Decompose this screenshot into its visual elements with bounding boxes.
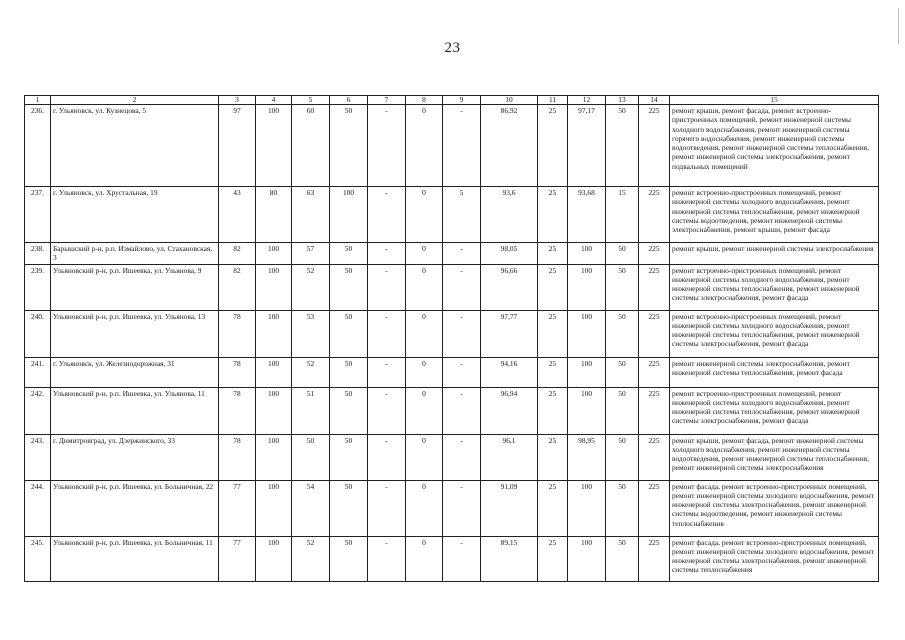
value-cell: 50 <box>330 434 368 480</box>
works-cell: ремонт фасада, ремонт встроенно-пристроенных помещений, ремонт инженерной системы холодного водоснабжения, ремонт инженерной системы электроснабжения, ремонт инженерной системы водоотведения, ремонт инженерной системы теплоснабжения <box>670 480 879 536</box>
value-cell: 15 <box>606 187 639 243</box>
value-cell: - <box>443 536 481 581</box>
value-cell: 97,77 <box>481 310 538 357</box>
value-cell: 25 <box>538 480 568 536</box>
works-cell: ремонт встроенно-пристроенных помещений, ремонт инженерной системы холодного водоснабжения, ремонт инженерной системы теплоснабжения, ремонт инженерной системы электроснабжения, ремонт фасада <box>670 264 879 310</box>
value-cell: 100 <box>568 387 606 434</box>
value-cell: 0 <box>406 434 443 480</box>
value-cell: 77 <box>219 536 256 581</box>
column-header: 5 <box>292 96 330 105</box>
value-cell: 25 <box>538 434 568 480</box>
value-cell: 100 <box>568 536 606 581</box>
value-cell: 50 <box>330 310 368 357</box>
value-cell: 0 <box>406 536 443 581</box>
value-cell: 53 <box>292 310 330 357</box>
value-cell: 100 <box>256 387 292 434</box>
column-header: 6 <box>330 96 368 105</box>
value-cell: 25 <box>538 310 568 357</box>
value-cell: 100 <box>256 357 292 387</box>
value-cell: 54 <box>292 480 330 536</box>
value-cell: 25 <box>538 357 568 387</box>
value-cell: 0 <box>406 387 443 434</box>
value-cell: - <box>443 243 481 265</box>
value-cell: 50 <box>330 357 368 387</box>
value-cell: 225 <box>639 310 670 357</box>
value-cell: 52 <box>292 264 330 310</box>
value-cell: 63 <box>292 187 330 243</box>
value-cell: 82 <box>219 243 256 265</box>
value-cell: 78 <box>219 357 256 387</box>
value-cell: 225 <box>639 187 670 243</box>
value-cell: - <box>368 310 406 357</box>
value-cell: 100 <box>568 243 606 265</box>
value-cell: 93,68 <box>568 187 606 243</box>
value-cell: 96,1 <box>481 434 538 480</box>
column-header: 3 <box>219 96 256 105</box>
value-cell: - <box>368 434 406 480</box>
row-number: 238. <box>25 243 51 265</box>
row-number: 236. <box>25 105 51 187</box>
page-number: 23 <box>444 40 461 56</box>
table-row <box>25 387 879 434</box>
value-cell: - <box>443 105 481 187</box>
column-header: 13 <box>606 96 639 105</box>
value-cell: 25 <box>538 105 568 187</box>
row-number: 243. <box>25 434 51 480</box>
value-cell: 100 <box>568 480 606 536</box>
value-cell: 100 <box>568 310 606 357</box>
row-number: 242. <box>25 387 51 434</box>
value-cell: 77 <box>219 480 256 536</box>
value-cell: 57 <box>292 243 330 265</box>
value-cell: 100 <box>568 357 606 387</box>
value-cell: - <box>368 187 406 243</box>
works-cell: ремонт встроенно-пристроенных помещений, ремонт инженерной системы холодного водоснабжения, ремонт инженерной системы теплоснабжения, ремонт инженерной системы электроснабжения, ремонт фасада <box>670 310 879 357</box>
value-cell: - <box>443 310 481 357</box>
column-header: 12 <box>568 96 606 105</box>
table-row <box>25 357 879 387</box>
column-header: 8 <box>406 96 443 105</box>
value-cell: 100 <box>256 264 292 310</box>
works-cell: ремонт инженерной системы электроснабжения, ремонт инженерной системы теплоснабжения, ремонт фасада <box>670 357 879 387</box>
value-cell: 50 <box>330 387 368 434</box>
row-number: 241. <box>25 357 51 387</box>
value-cell: - <box>368 105 406 187</box>
value-cell: - <box>443 264 481 310</box>
address-cell: г. Димитровград, ул. Дзержинского, 33 <box>51 434 219 480</box>
value-cell: - <box>368 357 406 387</box>
value-cell: 50 <box>330 105 368 187</box>
value-cell: 96,94 <box>481 387 538 434</box>
row-number: 239. <box>25 264 51 310</box>
column-header: 9 <box>443 96 481 105</box>
value-cell: 51 <box>292 387 330 434</box>
address-cell: г. Ульяновск, ул. Кузнецова, 5 <box>51 105 219 187</box>
row-number: 245. <box>25 536 51 581</box>
value-cell: 50 <box>606 105 639 187</box>
table-row <box>25 480 879 536</box>
value-cell: 91,09 <box>481 480 538 536</box>
column-header: 7 <box>368 96 406 105</box>
column-header: 15 <box>670 96 879 105</box>
value-cell: 0 <box>406 310 443 357</box>
address-cell: Ульяновский р-н, р.п. Ишеевка, ул. Ульянова, 13 <box>51 310 219 357</box>
works-cell: ремонт встроенно-пристроенных помещений, ремонт инженерной системы холодного водоснабжения, ремонт инженерной системы теплоснабжения, ремонт инженерной системы электроснабжения, ремонт фасада <box>670 387 879 434</box>
value-cell: 96,66 <box>481 264 538 310</box>
value-cell: 100 <box>256 310 292 357</box>
value-cell: 98,05 <box>481 243 538 265</box>
value-cell: 97,17 <box>568 105 606 187</box>
column-number-row <box>25 96 879 105</box>
value-cell: 0 <box>406 357 443 387</box>
value-cell: 50 <box>606 357 639 387</box>
value-cell: 25 <box>538 536 568 581</box>
works-cell: ремонт фасада, ремонт встроенно-пристроенных помещений, ремонт инженерной системы холодного водоснабжения, ремонт инженерной системы электроснабжения, ремонт инженерной системы теплоснабжения <box>670 536 879 581</box>
column-header: 10 <box>481 96 538 105</box>
value-cell: 50 <box>606 536 639 581</box>
value-cell: - <box>368 264 406 310</box>
value-cell: 225 <box>639 480 670 536</box>
value-cell: 78 <box>219 434 256 480</box>
address-cell: Ульяновский р-н, р.п. Ишеевка, ул. Ульянова, 9 <box>51 264 219 310</box>
value-cell: 52 <box>292 357 330 387</box>
value-cell: 50 <box>606 480 639 536</box>
value-cell: 25 <box>538 264 568 310</box>
table-row <box>25 187 879 243</box>
value-cell: 78 <box>219 387 256 434</box>
address-cell: Барышский р-н, р.п. Измайлово, ул. Стахановская, 3 <box>51 243 219 265</box>
value-cell: 0 <box>406 480 443 536</box>
value-cell: 0 <box>406 264 443 310</box>
value-cell: 225 <box>639 434 670 480</box>
repair-program-table <box>24 95 879 582</box>
value-cell: 50 <box>606 264 639 310</box>
value-cell: 50 <box>330 264 368 310</box>
value-cell: 0 <box>406 105 443 187</box>
value-cell: 100 <box>256 243 292 265</box>
row-number: 244. <box>25 480 51 536</box>
address-cell: Ульяновский р-н, р.п. Ишеевка, ул. Больничная, 22 <box>51 480 219 536</box>
value-cell: 50 <box>330 480 368 536</box>
column-header: 2 <box>51 96 219 105</box>
value-cell: 98,95 <box>568 434 606 480</box>
table-body <box>25 105 879 582</box>
value-cell: 78 <box>219 310 256 357</box>
column-header: 11 <box>538 96 568 105</box>
table-row <box>25 243 879 265</box>
address-cell: г. Ульяновск, ул. Хрустальная, 19 <box>51 187 219 243</box>
works-cell: ремонт крыши, ремонт инженерной системы электроснабжения <box>670 243 879 265</box>
value-cell: 225 <box>639 387 670 434</box>
value-cell: 25 <box>538 243 568 265</box>
table-row <box>25 105 879 187</box>
column-header: 1 <box>25 96 51 105</box>
value-cell: - <box>368 480 406 536</box>
value-cell: 225 <box>639 105 670 187</box>
value-cell: 100 <box>256 480 292 536</box>
value-cell: 94,16 <box>481 357 538 387</box>
value-cell: 225 <box>639 357 670 387</box>
table-row <box>25 536 879 581</box>
value-cell: 5 <box>443 187 481 243</box>
value-cell: 50 <box>606 434 639 480</box>
value-cell: 60 <box>292 105 330 187</box>
value-cell: - <box>368 536 406 581</box>
column-header: 4 <box>256 96 292 105</box>
value-cell: 225 <box>639 243 670 265</box>
value-cell: 82 <box>219 264 256 310</box>
value-cell: - <box>443 434 481 480</box>
address-cell: Ульяновский р-н, р.п. Ишеевка, ул. Больничная, 11 <box>51 536 219 581</box>
value-cell: 100 <box>256 536 292 581</box>
address-cell: Ульяновский р-н, р.п. Ишеевка, ул. Ульянова, 11 <box>51 387 219 434</box>
value-cell: 100 <box>330 187 368 243</box>
column-header: 14 <box>639 96 670 105</box>
scan-edge-mark <box>898 8 899 44</box>
works-cell: ремонт крыши, ремонт фасада, ремонт инженерной системы холодного водоснабжения, ремонт инженерной системы водоотведения, ремонт инженерной системы теплоснабжения, ремонт инженерной системы электроснабжения <box>670 434 879 480</box>
value-cell: 50 <box>330 243 368 265</box>
address-cell: г. Ульяновск, ул. Железнодорожная, 31 <box>51 357 219 387</box>
row-number: 237. <box>25 187 51 243</box>
table-row <box>25 310 879 357</box>
value-cell: 225 <box>639 536 670 581</box>
table-row <box>25 434 879 480</box>
value-cell: 25 <box>538 187 568 243</box>
value-cell: 100 <box>256 434 292 480</box>
value-cell: - <box>368 387 406 434</box>
value-cell: 50 <box>606 387 639 434</box>
works-cell: ремонт крыши, ремонт фасада, ремонт встроенно-пристроенных помещений, ремонт инженерной системы холодного водоснабжения, ремонт инженерной системы горячего водоснабжения, ремонт инженерной системы водоотведения, ремонт инженерной системы теплоснабжения, ремонт инженерной системы электроснабжения, ремонт подвальных помещений <box>670 105 879 187</box>
value-cell: - <box>443 387 481 434</box>
value-cell: 93,6 <box>481 187 538 243</box>
value-cell: 50 <box>606 310 639 357</box>
value-cell: 0 <box>406 243 443 265</box>
table-row <box>25 264 879 310</box>
value-cell: 80 <box>256 187 292 243</box>
value-cell: 100 <box>256 105 292 187</box>
value-cell: 100 <box>568 264 606 310</box>
value-cell: 225 <box>639 264 670 310</box>
value-cell: 43 <box>219 187 256 243</box>
value-cell: 52 <box>292 536 330 581</box>
value-cell: 89,15 <box>481 536 538 581</box>
value-cell: 97 <box>219 105 256 187</box>
row-number: 240. <box>25 310 51 357</box>
value-cell: 50 <box>292 434 330 480</box>
value-cell: - <box>443 357 481 387</box>
value-cell: 50 <box>606 243 639 265</box>
value-cell: 25 <box>538 387 568 434</box>
works-cell: ремонт встроенно-пристроенных помещений, ремонт инженерной системы холодного водоснабжения, ремонт инженерной системы теплоснабжения, ремонт инженерной системы водоотведения, ремонт инженерной системы электроснабжения, ремонт крыши, ремонт фасада <box>670 187 879 243</box>
value-cell: - <box>443 480 481 536</box>
value-cell: 50 <box>330 536 368 581</box>
value-cell: 86,92 <box>481 105 538 187</box>
value-cell: 0 <box>406 187 443 243</box>
value-cell: - <box>368 243 406 265</box>
